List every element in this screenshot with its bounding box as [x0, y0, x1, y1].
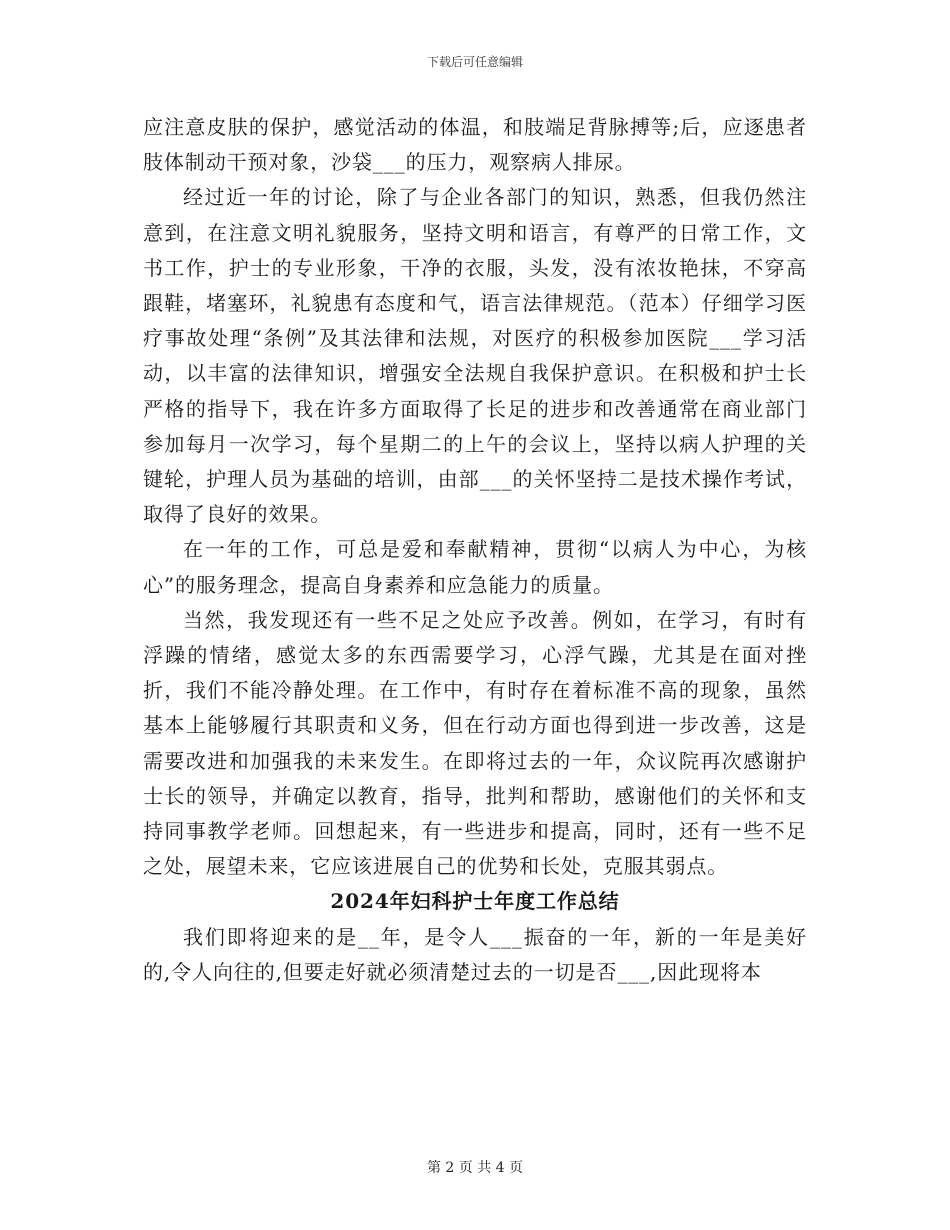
- page-footer: 第 2 页 共 4 页: [426, 1160, 524, 1176]
- document-body: [143, 110, 807, 990]
- paragraph-2: 经过近一年的讨论，除了与企业各部门的知识，熟悉，但我仍然注意到，在注意文明礼貌服务，坚持文明和语言，有尊严的日常工作，文书工作，护士的专业形象，干净的衣服，头发，没有浓妆艳抹，不穿高跟鞋，堵塞环，礼貌患有态度和气，语言法律规范。（范本）仔细学习医疗事故处理“条例”及其法律和法规，对医疗的积极参加医院___学习活动，以丰富的法律知识，增强安全法规自我保护意识。在积极和护士长严格的指导下，我在许多方面取得了长足的进步和改善通常在商业部门参加每月一次学习，每个星期二的上午的会议上，坚持以病人护理的关键轮，护理人员为基础的培训，由部___的关怀坚持二是技术操作考试，取得了良好的效果。: [143, 185, 807, 527]
- section-heading: 2024年妇科护士年度工作总结: [330, 889, 620, 914]
- paragraph-5: 我们即将迎来的是__年，是令人___振奋的一年，新的一年是美好的,令人向往的,但要走好就必须清楚过去的一切是否___,因此现将本: [143, 924, 807, 984]
- paragraph-3: 在一年的工作，可总是爱和奉献精神，贯彻“以病人为中心，为核心”的服务理念，提高自身素养和应急能力的质量。: [143, 537, 807, 597]
- paragraph-1: 应注意皮肤的保护，感觉活动的体温，和肢端足背脉搏等;后，应逐患者肢体制动干预对象，沙袋___的压力，观察病人排尿。: [143, 115, 807, 175]
- page-header: 下载后可任意编辑: [426, 55, 523, 69]
- paragraph-4: 当然，我发现还有一些不足之处应予改善。例如，在学习，有时有浮躁的情绪，感觉太多的东西需要学习，心浮气躁，尤其是在面对挫折，我们不能冷静处理。在工作中，有时存在着标准不高的现象，虽然基本上能够履行其职责和义务，但在行动方面也得到进一步改善，这是需要改进和加强我的未来发生。在即将过去的一年，众议院再次感谢护士长的领导，并确定以教育，指导，批判和帮助，感谢他们的关怀和支持同事教学老师。回想起来，有一些进步和提高，同时，还有一些不足之处，展望未来，它应该进展自己的优势和长处，克服其弱点。: [143, 607, 807, 879]
